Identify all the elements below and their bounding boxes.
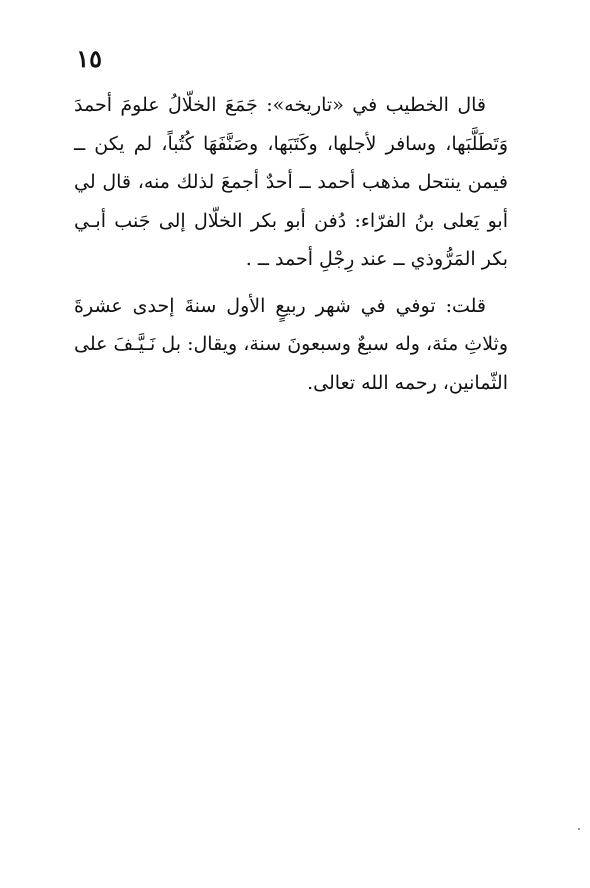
paragraph-text: قال الخطيب في «تاريخه»: جَمَعَ الخلّالُ علومَ أحمدَ وَتَطَلَّبَها، وسافر لأجلها، وكَتَبَها، وصَنَّفَهَا كُتُباً، لم يكن ــ فيمن ينتحل مذهب أحمد ــ أحدٌ أجمعَ لذلك منه، قال لي أبو يَعلى بنُ الفرّاء: دُفن أبو بكر الخلّال إلى جَنب أبـي بكر المَرُّوذي ــ عند رِجْلِ أحمد ــ .: [74, 94, 508, 270]
paragraph-death-note: [74, 287, 508, 403]
page-number: ١٥: [76, 44, 102, 73]
paragraph-text: قلت: توفي في شهر ربيعٍ الأول سنةَ إحدى عشرةَ وثلاثِ مئة، وله سبعٌ وسبعونَ سنة، ويقال: بل نَـيَّـفَ على الثّمانين، رحمه الله تعالى.: [74, 294, 508, 394]
body-text: [74, 86, 508, 402]
scan-speck: [578, 828, 580, 830]
paragraph-khatib-quote: [74, 86, 508, 279]
